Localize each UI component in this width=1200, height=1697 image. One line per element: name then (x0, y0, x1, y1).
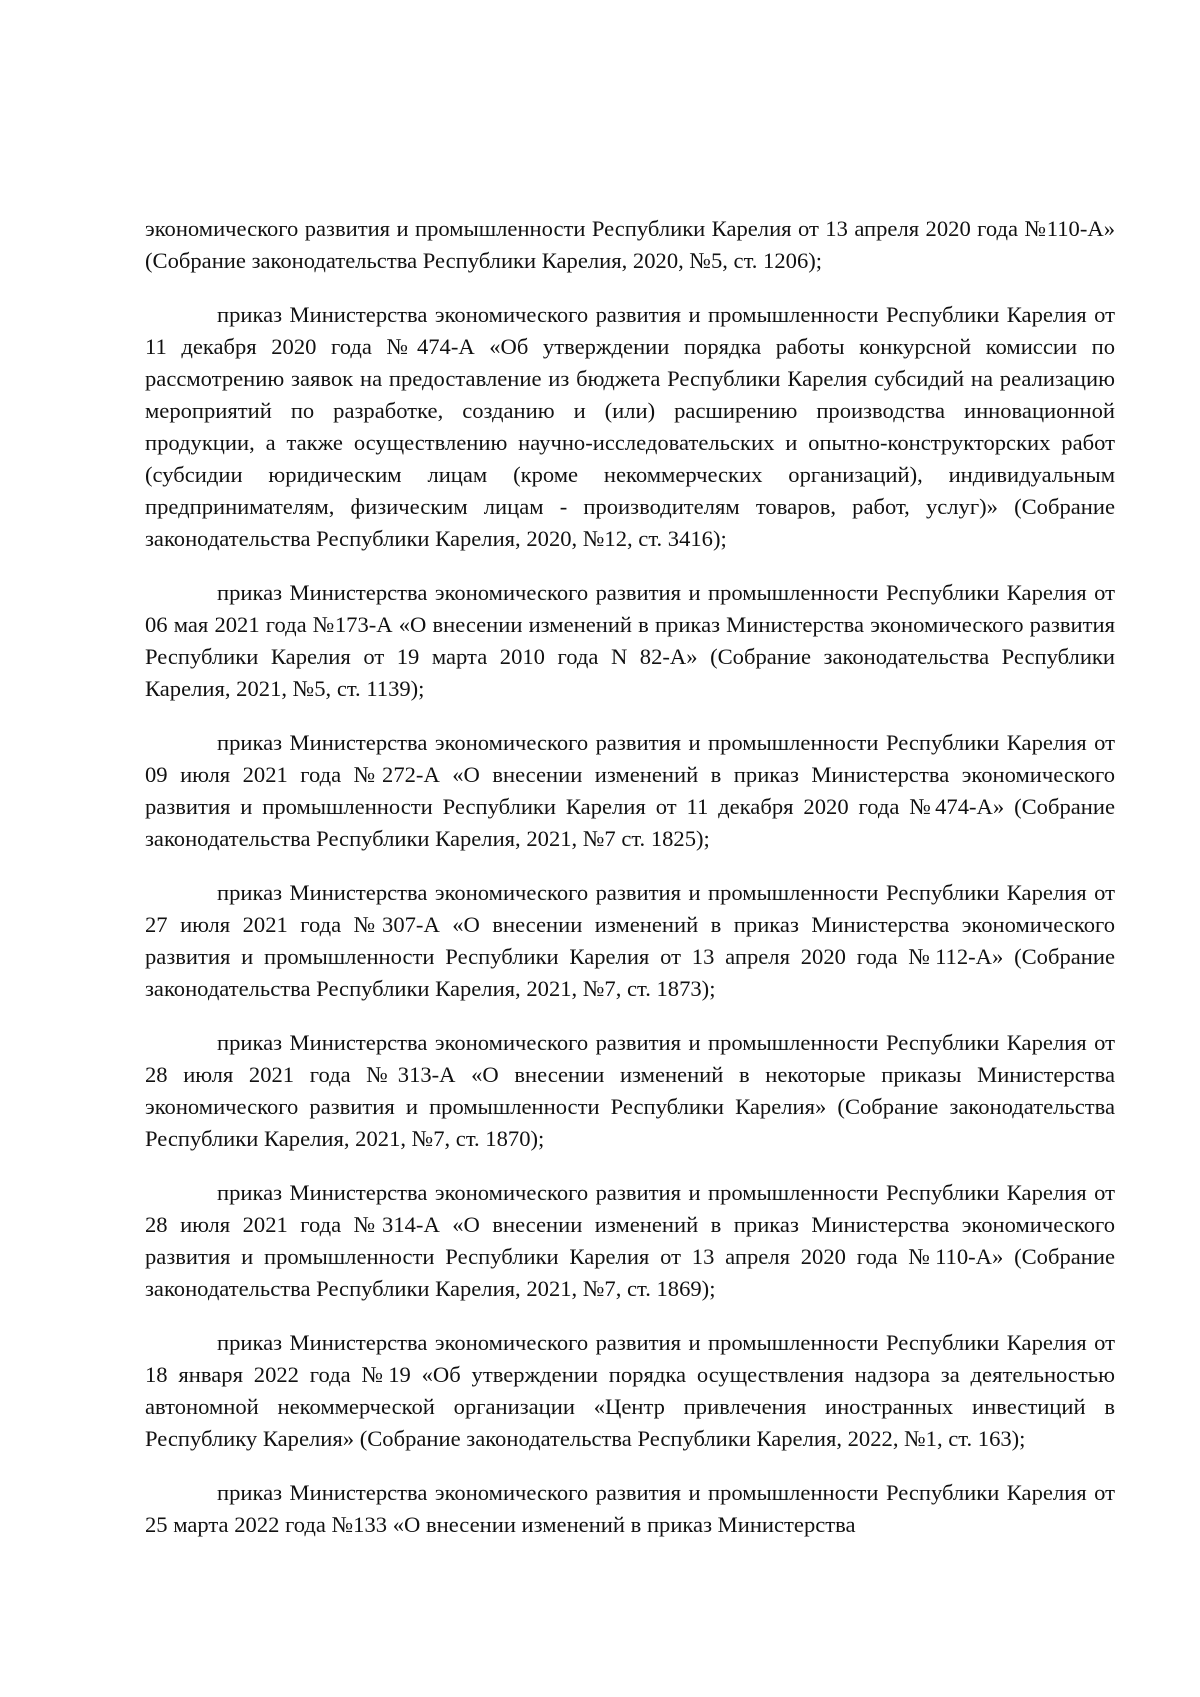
paragraph-order-314a: приказ Министерства экономического развития и промышленности Республики Карелия от 28 июля 2021 года №314-А «О внесении изменений в приказ Министерства экономического развития и промышленности Республики Карелия от 13 апреля 2020 года №110-А» (Собрание законодательства Республики Карелия, 2021, №7, ст. 1869); (145, 1180, 1115, 1301)
paragraph-order-307a: приказ Министерства экономического развития и промышленности Республики Карелия от 27 июля 2021 года №307-А «О внесении изменений в приказ Министерства экономического развития и промышленности Республики Карелия от 13 апреля 2020 года №112-А» (Собрание законодательства Республики Карелия, 2021, №7, ст. 1873); (145, 880, 1115, 1001)
paragraph-order-474a: приказ Министерства экономического развития и промышленности Республики Карелия от 11 декабря 2020 года №474-А «Об утверждении порядка работы конкурсной комиссии по рассмотрению заявок на предоставление из бюджета Республики Карелия субсидий на реализацию мероприятий по разработке, созданию и (или) расширению производства инновационной продукции, а также осуществлению научно-исследовательских и опытно-конструкторских работ (субсидии юридическим лицам (кроме некоммерческих организаций), индивидуальным предпринимателям, физическим лицам - производителям товаров, работ, услуг)» (Собрание законодательства Республики Карелия, 2020, №12, ст. 3416); (145, 302, 1115, 551)
paragraph-order-19: приказ Министерства экономического развития и промышленности Республики Карелия от 18 января 2022 года №19 «Об утверждении порядка осуществления надзора за деятельностью автономной некоммерческой организации «Центр привлечения иностранных инвестиций в Республику Карелия» (Собрание законодательства Республики Карелия, 2022, №1, ст. 163); (145, 1330, 1115, 1451)
paragraph-order-173a: приказ Министерства экономического развития и промышленности Республики Карелия от 06 мая 2021 года №173-А «О внесении изменений в приказ Министерства экономического развития Республики Карелия от 19 марта 2010 года N 82-А» (Собрание законодательства Республики Карелия, 2021, №5, ст. 1139); (145, 580, 1115, 701)
paragraph-order-133: приказ Министерства экономического развития и промышленности Республики Карелия от 25 марта 2022 года №133 «О внесении изменений в приказ Министерства (145, 1480, 1115, 1537)
paragraph-continuation: экономического развития и промышленности Республики Карелия от 13 апреля 2020 года №110-А» (Собрание законодательства Республики Карелия, 2020, №5, ст. 1206); (145, 216, 1115, 273)
paragraph-order-313a: приказ Министерства экономического развития и промышленности Республики Карелия от 28 июля 2021 года №313-А «О внесении изменений в некоторые приказы Министерства экономического развития и промышленности Республики Карелия» (Собрание законодательства Республики Карелия, 2021, №7, ст. 1870); (145, 1030, 1115, 1151)
paragraph-order-272a: приказ Министерства экономического развития и промышленности Республики Карелия от 09 июля 2021 года №272-А «О внесении изменений в приказ Министерства экономического развития и промышленности Республики Карелия от 11 декабря 2020 года №474-А» (Собрание законодательства Республики Карелия, 2021, №7 ст. 1825); (145, 730, 1115, 851)
document-body (145, 213, 1115, 1563)
